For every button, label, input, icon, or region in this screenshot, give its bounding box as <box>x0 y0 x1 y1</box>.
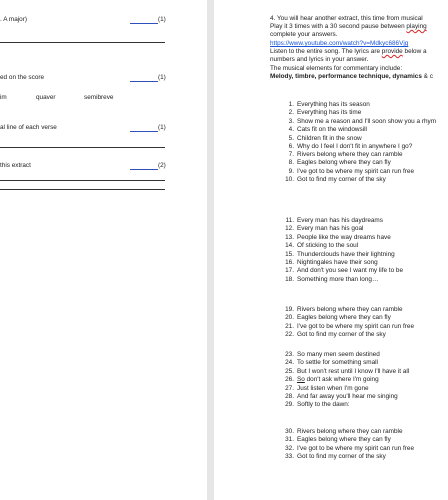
instruction-line <box>270 23 427 31</box>
youtube-link[interactable]: https://www.youtube.com/watch?v=Mdkyc686Vjg <box>270 40 409 47</box>
lyric-line <box>282 368 409 376</box>
instruction-text: Play it 3 times with a 30 second pause between <box>270 23 407 30</box>
lyric-number: 20. <box>285 314 294 322</box>
lyric-number: 27. <box>285 384 294 392</box>
answer-line[interactable] <box>0 180 165 181</box>
right-page <box>214 0 448 500</box>
lyric-number: 11. <box>285 217 294 224</box>
lyric-text: I've got to be where my spirit can run free <box>297 322 415 330</box>
lyric-line <box>282 331 386 339</box>
lyric-line <box>282 143 412 151</box>
answer-line[interactable] <box>0 42 165 43</box>
instruction-line: complete your answers. <box>270 31 338 38</box>
lyric-text: And far away you'll hear me singing <box>297 393 398 400</box>
lyric-line <box>282 393 398 401</box>
lyric-number: 2. <box>288 109 294 117</box>
lyric-number: 14. <box>285 242 294 250</box>
instruction-line <box>270 48 427 56</box>
lyric-line <box>282 118 436 126</box>
lyric-line <box>282 323 414 331</box>
score-question-marks: (1) <box>158 74 166 81</box>
musical-elements: Melody, timbre, performance technique, dynamics <box>270 73 422 80</box>
question-4-intro: 4. You will hear another extract, this time from musical <box>270 15 423 22</box>
lyric-line <box>282 428 403 436</box>
lyric-number: 28. <box>285 393 294 400</box>
lyric-number: 18. <box>285 275 294 283</box>
instruction-line: numbers and lyrics in your answer. <box>270 56 369 63</box>
lyric-text: Why do I feel I don't fit in anywhere I go? <box>297 143 413 150</box>
extract-question-text: this extract <box>0 162 31 169</box>
spellcheck-word: provide <box>381 48 403 55</box>
instruction-text: Listen to the entire song. The lyrics are <box>270 48 382 55</box>
lyric-text: So many men seem destined <box>297 351 380 358</box>
lyric-number: 32. <box>285 444 294 452</box>
note-option: semibreve <box>84 94 114 101</box>
lyric-line <box>282 401 350 409</box>
score-question-text: ed on the score <box>0 74 45 81</box>
verse-question-marks: (1) <box>158 124 166 131</box>
lyric-line <box>282 234 391 242</box>
lyric-number: 5. <box>288 134 294 142</box>
lyric-number: 16. <box>285 259 294 266</box>
lyric-line <box>282 445 414 453</box>
lyric-number: 13. <box>285 233 294 241</box>
lyric-line <box>282 306 403 314</box>
lyric-text: I've got to be where my spirit can run free <box>297 444 415 452</box>
lyric-number: 15. <box>285 250 294 258</box>
verse-answer-blank[interactable] <box>130 131 158 132</box>
lyric-text: Thunderclouds have their lightning <box>297 250 395 258</box>
lyric-text: Rivers belong where they can ramble <box>297 306 403 313</box>
lyric-text: Got to find my corner of the sky <box>297 176 386 184</box>
note-option: im <box>0 94 7 101</box>
lyric-number: 9. <box>288 167 294 175</box>
instruction-text: below a <box>402 48 427 55</box>
lyric-line <box>282 259 378 267</box>
lyric-line <box>282 267 403 275</box>
lyric-number: 4. <box>288 126 294 134</box>
lyric-text: Eagles belong where they can fly <box>297 436 391 444</box>
lyric-text: Everything has its time <box>297 109 362 117</box>
lyric-number: 8. <box>288 159 294 167</box>
key-answer-blank[interactable] <box>130 23 158 24</box>
lyric-text: Just listen when I'm gone <box>297 384 369 392</box>
lyric-number: 23. <box>285 351 294 358</box>
lyric-number: 12. <box>285 225 294 233</box>
extract-question-marks: (2) <box>158 162 166 169</box>
lyric-text: Rivers belong where they can ramble <box>297 428 403 435</box>
lyric-line <box>282 101 370 109</box>
lyric-number: 25. <box>285 367 294 375</box>
lyric-line <box>282 159 391 167</box>
elements-line <box>270 73 433 81</box>
lyric-text: Cats fit on the windowsill <box>297 126 367 134</box>
lyric-line <box>282 126 367 134</box>
lyric-line <box>282 225 363 233</box>
lyric-line <box>282 109 361 117</box>
lyric-number: 7. <box>288 151 294 158</box>
lyric-line <box>282 436 391 444</box>
lyric-line <box>282 135 362 143</box>
lyric-text: Got to find my corner of the sky <box>297 453 386 461</box>
lyric-line <box>282 242 358 250</box>
lyric-text: People like the way dreams have <box>297 233 391 241</box>
key-question-text: . A major) <box>0 16 27 23</box>
lyric-line <box>282 276 378 284</box>
page-gutter <box>207 0 214 500</box>
lyric-line <box>282 168 414 176</box>
lyric-number: 26. <box>285 376 294 384</box>
lyric-line <box>282 351 380 359</box>
lyric-line <box>282 251 395 259</box>
instruction-line: The musical elements for commentary include: <box>270 65 403 72</box>
answer-line[interactable] <box>0 189 165 190</box>
lyric-line <box>282 176 386 184</box>
lyric-text: Every man has his daydreams <box>297 217 383 224</box>
lyric-text: Children fit in the snow <box>297 134 362 142</box>
lyric-text: Got to find my corner of the sky <box>297 331 386 339</box>
lyric-line <box>282 453 386 461</box>
answer-line[interactable] <box>0 147 165 148</box>
verse-question-text: al line of each verse <box>0 124 57 131</box>
lyric-number: 21. <box>285 322 294 330</box>
spellcheck-word: playing <box>406 23 427 30</box>
lyric-number: 24. <box>285 359 294 367</box>
lyric-number: 33. <box>285 453 294 461</box>
key-question-marks: (1) <box>158 16 166 23</box>
lyric-number: 29. <box>285 401 294 409</box>
lyric-line <box>282 376 379 384</box>
lyric-text: So don't ask where I'm going <box>297 376 379 384</box>
lyric-text: Eagles belong where they can fly <box>297 159 391 167</box>
lyric-line <box>282 217 383 225</box>
lyric-text: Something more than long… <box>297 275 379 283</box>
lyric-number: 22. <box>285 331 294 339</box>
score-answer-blank[interactable] <box>130 81 158 82</box>
lyric-text: Rivers belong where they can ramble <box>297 151 403 158</box>
note-option: quaver <box>36 94 56 101</box>
lyric-text: Everything has its season <box>297 101 370 108</box>
lyric-text: Eagles belong where they can fly <box>297 314 391 322</box>
lyric-number: 6. <box>288 143 294 150</box>
lyric-text: Nightingales have their song <box>297 259 378 266</box>
lyric-line <box>282 385 369 393</box>
lyric-text: Every man has his goal <box>297 225 364 233</box>
lyric-text: But I won't rest until I know I'll have it all <box>297 367 410 375</box>
left-page <box>0 0 207 500</box>
lyric-number: 1. <box>288 101 294 108</box>
lyric-number: 30. <box>285 428 294 435</box>
extract-answer-blank[interactable] <box>130 169 158 170</box>
lyric-number: 31. <box>285 436 294 444</box>
lyric-text: And don't you see I want my life to be <box>297 267 404 275</box>
lyric-line <box>282 359 378 367</box>
lyric-number: 3. <box>288 117 294 125</box>
lyric-line <box>282 314 391 322</box>
lyric-number: 19. <box>285 306 294 313</box>
lyric-text: To settle for something small <box>297 359 378 367</box>
instruction-text: & c <box>421 73 433 80</box>
lyric-number: 17. <box>285 267 294 275</box>
lyric-text: Of sticking to the soul <box>297 242 359 250</box>
lyric-text: Softly to the dawn: <box>297 401 350 409</box>
lyric-number: 10. <box>285 176 294 184</box>
lyric-text: I've got to be where my spirit can run free <box>297 167 415 175</box>
lyric-text: Show me a reason and I'll soon show you a rhym <box>297 117 437 125</box>
lyric-line <box>282 151 403 159</box>
